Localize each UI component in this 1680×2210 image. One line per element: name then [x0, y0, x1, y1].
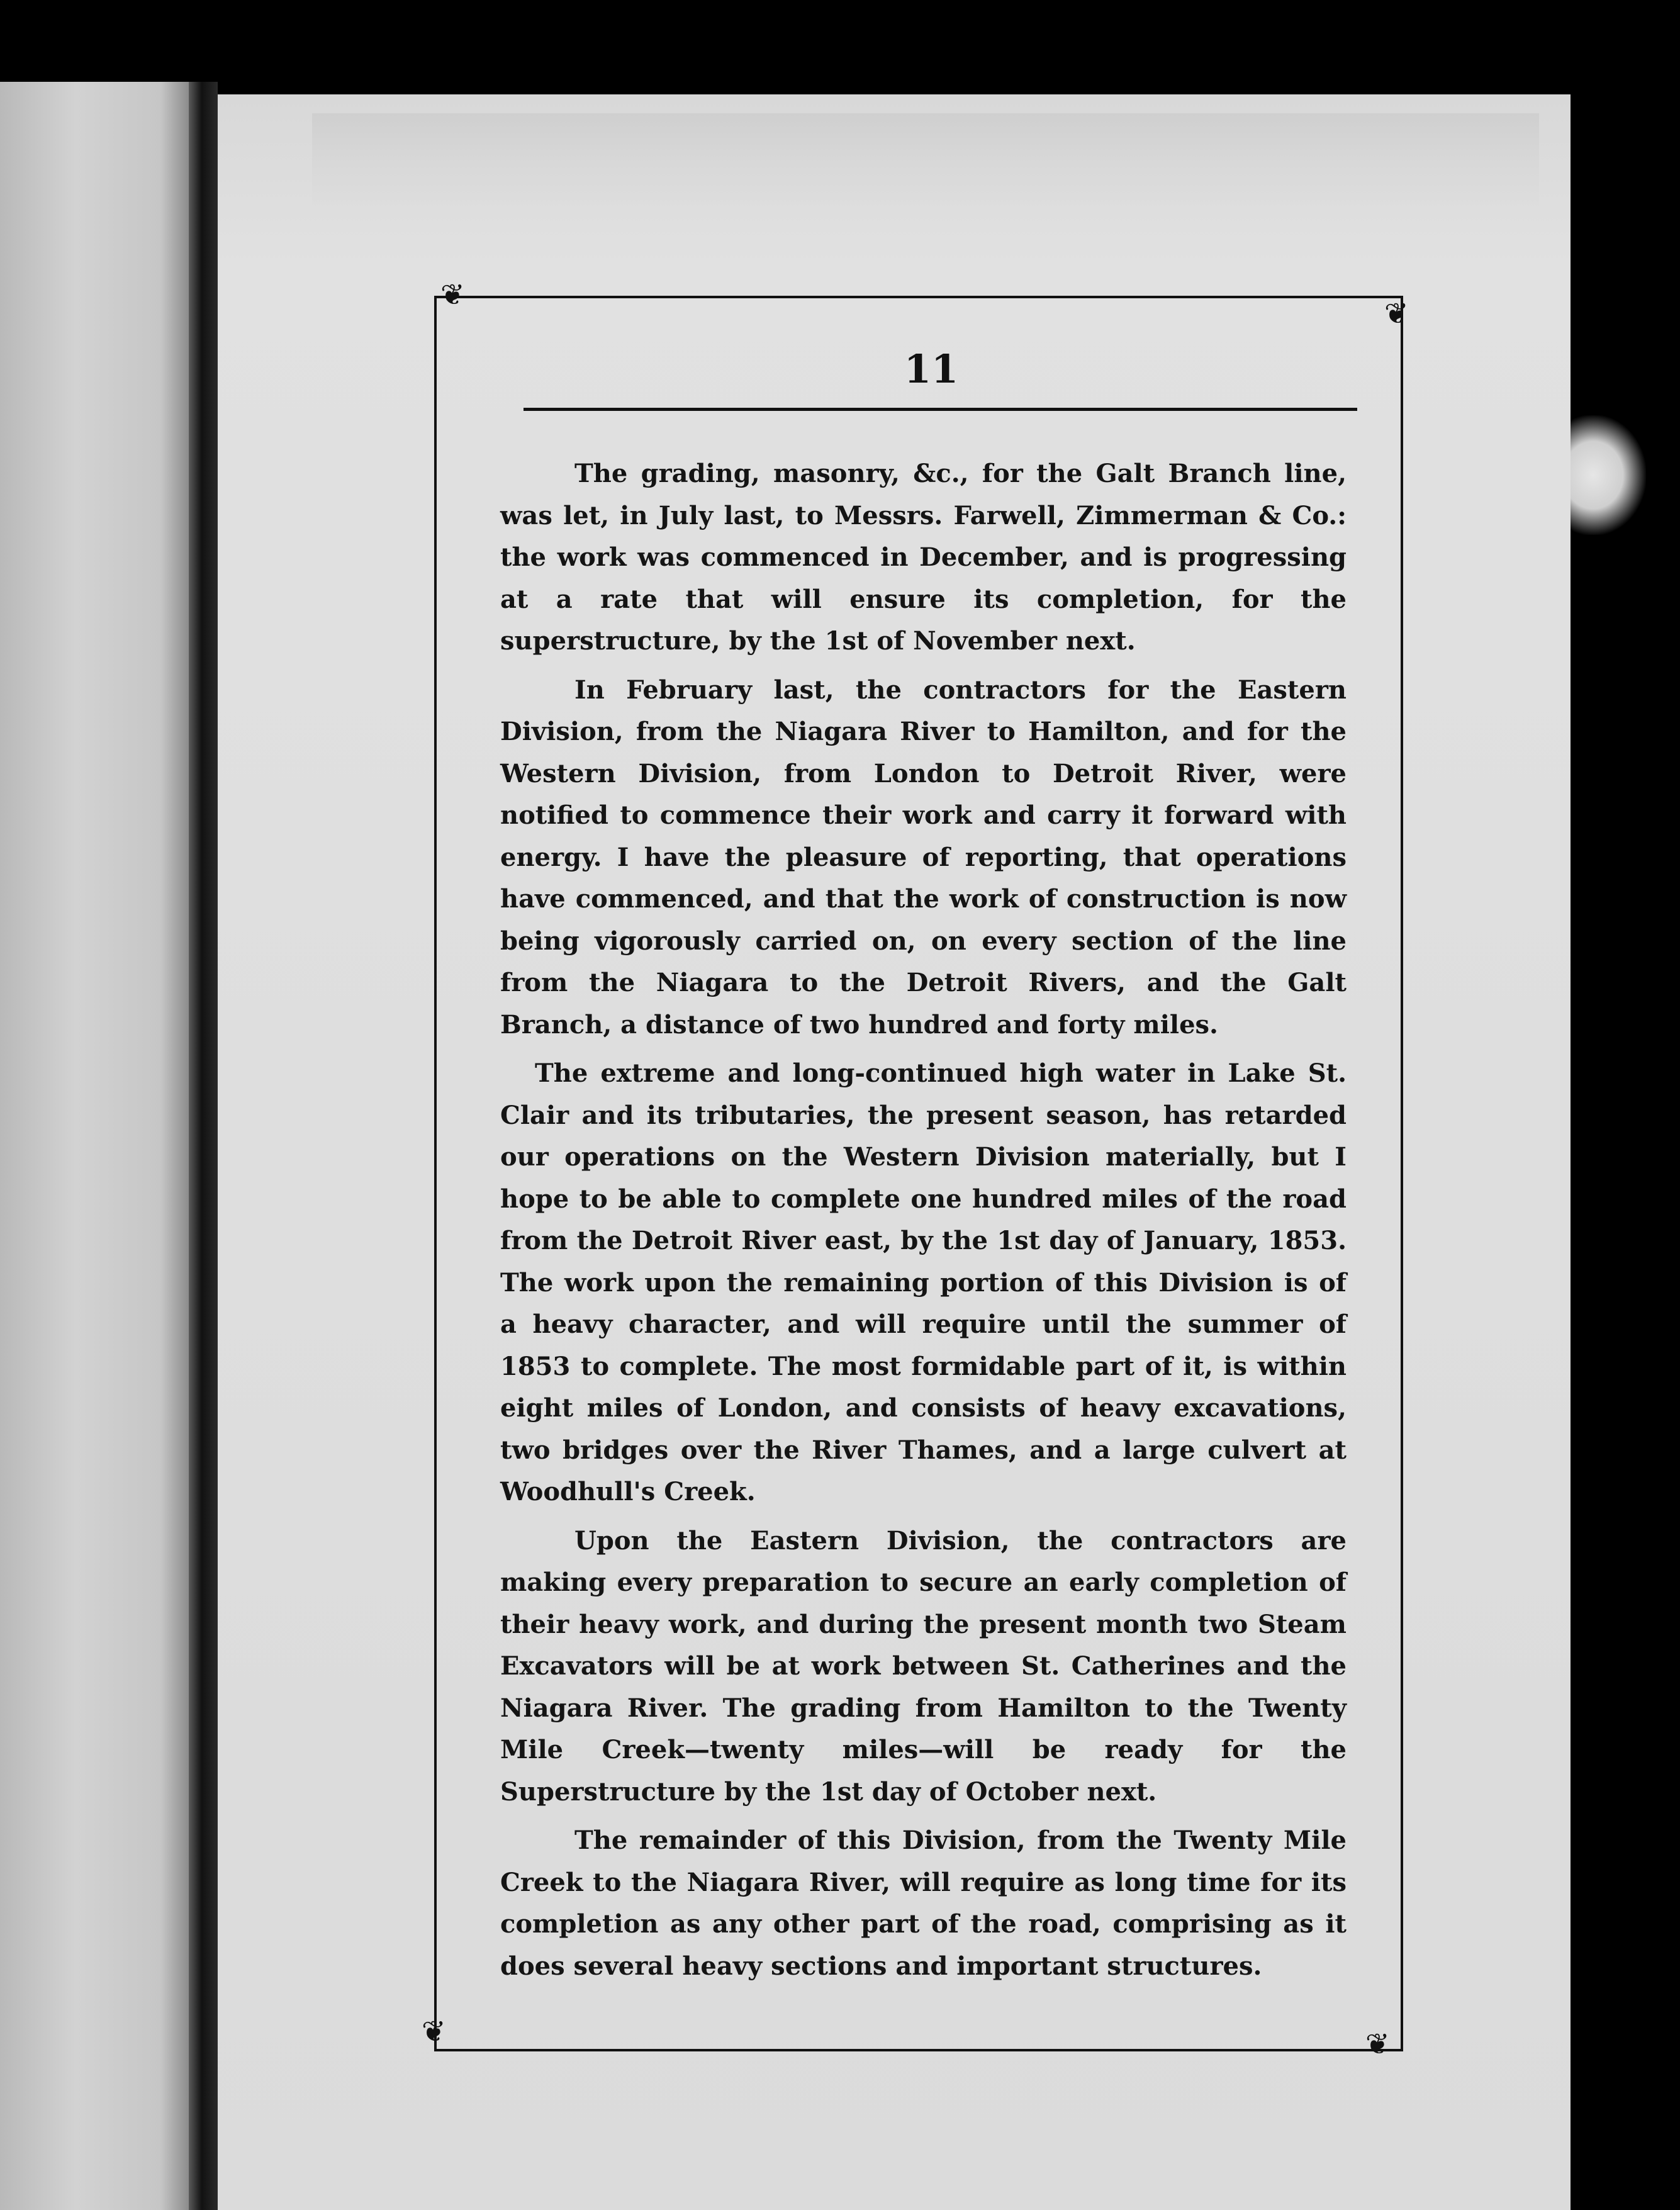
book-gutter	[189, 82, 218, 2210]
paragraph: Upon the Eastern Division, the contractors are making every preparation to secure an early completion of their heavy work, and during the present month two Steam Excavators will be at work between St. Catherines and the Niagara River. The grading from Hamilton to the Twenty Mile Creek—twenty miles—will be ready for the Superstructure by the 1st day of October next.	[500, 1525, 1347, 1807]
paragraph: The extreme and long-continued high water in Lake St. Clair and its tributaries, the present season, has retarded our operations on the Western Division materially, but I hope to be able to complete one hundred miles of the road from the Detroit River east, by the 1st day of January, 1853. The work upon the remaining portion of this Division is of a heavy character, and will require until the summer of 1853 to complete. The most formidable part of it, is within eight miles of London, and consists of heavy excavations, two bridges over the River Thames, and a large culvert at Woodhull's Creek.	[500, 1058, 1347, 1506]
page-shading	[312, 113, 1539, 208]
paragraph: In February last, the contractors for the Eastern Division, from the Niagara River to Hamilton, and for the Western Division, from London to Detroit River, were notified to commence their work and carry it forward with energy. I have the pleasure of reporting, that operations have commenced, and that the work of construction is now being vigorously carried on, on every section of the line from the Niagara to the Detroit Rivers, and the Galt Branch, a distance of two hundred and forty miles.	[500, 675, 1347, 1040]
paragraph: The remainder of this Division, from the Twenty Mile Creek to the Niagara River, will require as long time for its completion as any other part of the road, comprising as it does several heavy sections and important structures.	[500, 1826, 1347, 1981]
torn-page-edge	[1571, 415, 1646, 535]
paragraph: The grading, masonry, &c., for the Galt Branch line, was let, in July last, to Messrs. Farwell, Zimmerman & Co.: the work was commenced in December, and is progressing at a rate that will ensure its completion, for the superstructure, by the 1st of November next.	[500, 459, 1347, 656]
header-rule	[524, 408, 1357, 411]
body-text	[500, 453, 1347, 1994]
fleuron-icon: ❦	[440, 278, 465, 311]
fleuron-icon: ❦	[422, 2014, 446, 2048]
fleuron-icon: ❦	[1365, 2027, 1390, 2061]
fleuron-icon: ❦	[1384, 296, 1409, 330]
page-number: 11	[904, 346, 959, 392]
facing-page-edge	[0, 82, 189, 2210]
